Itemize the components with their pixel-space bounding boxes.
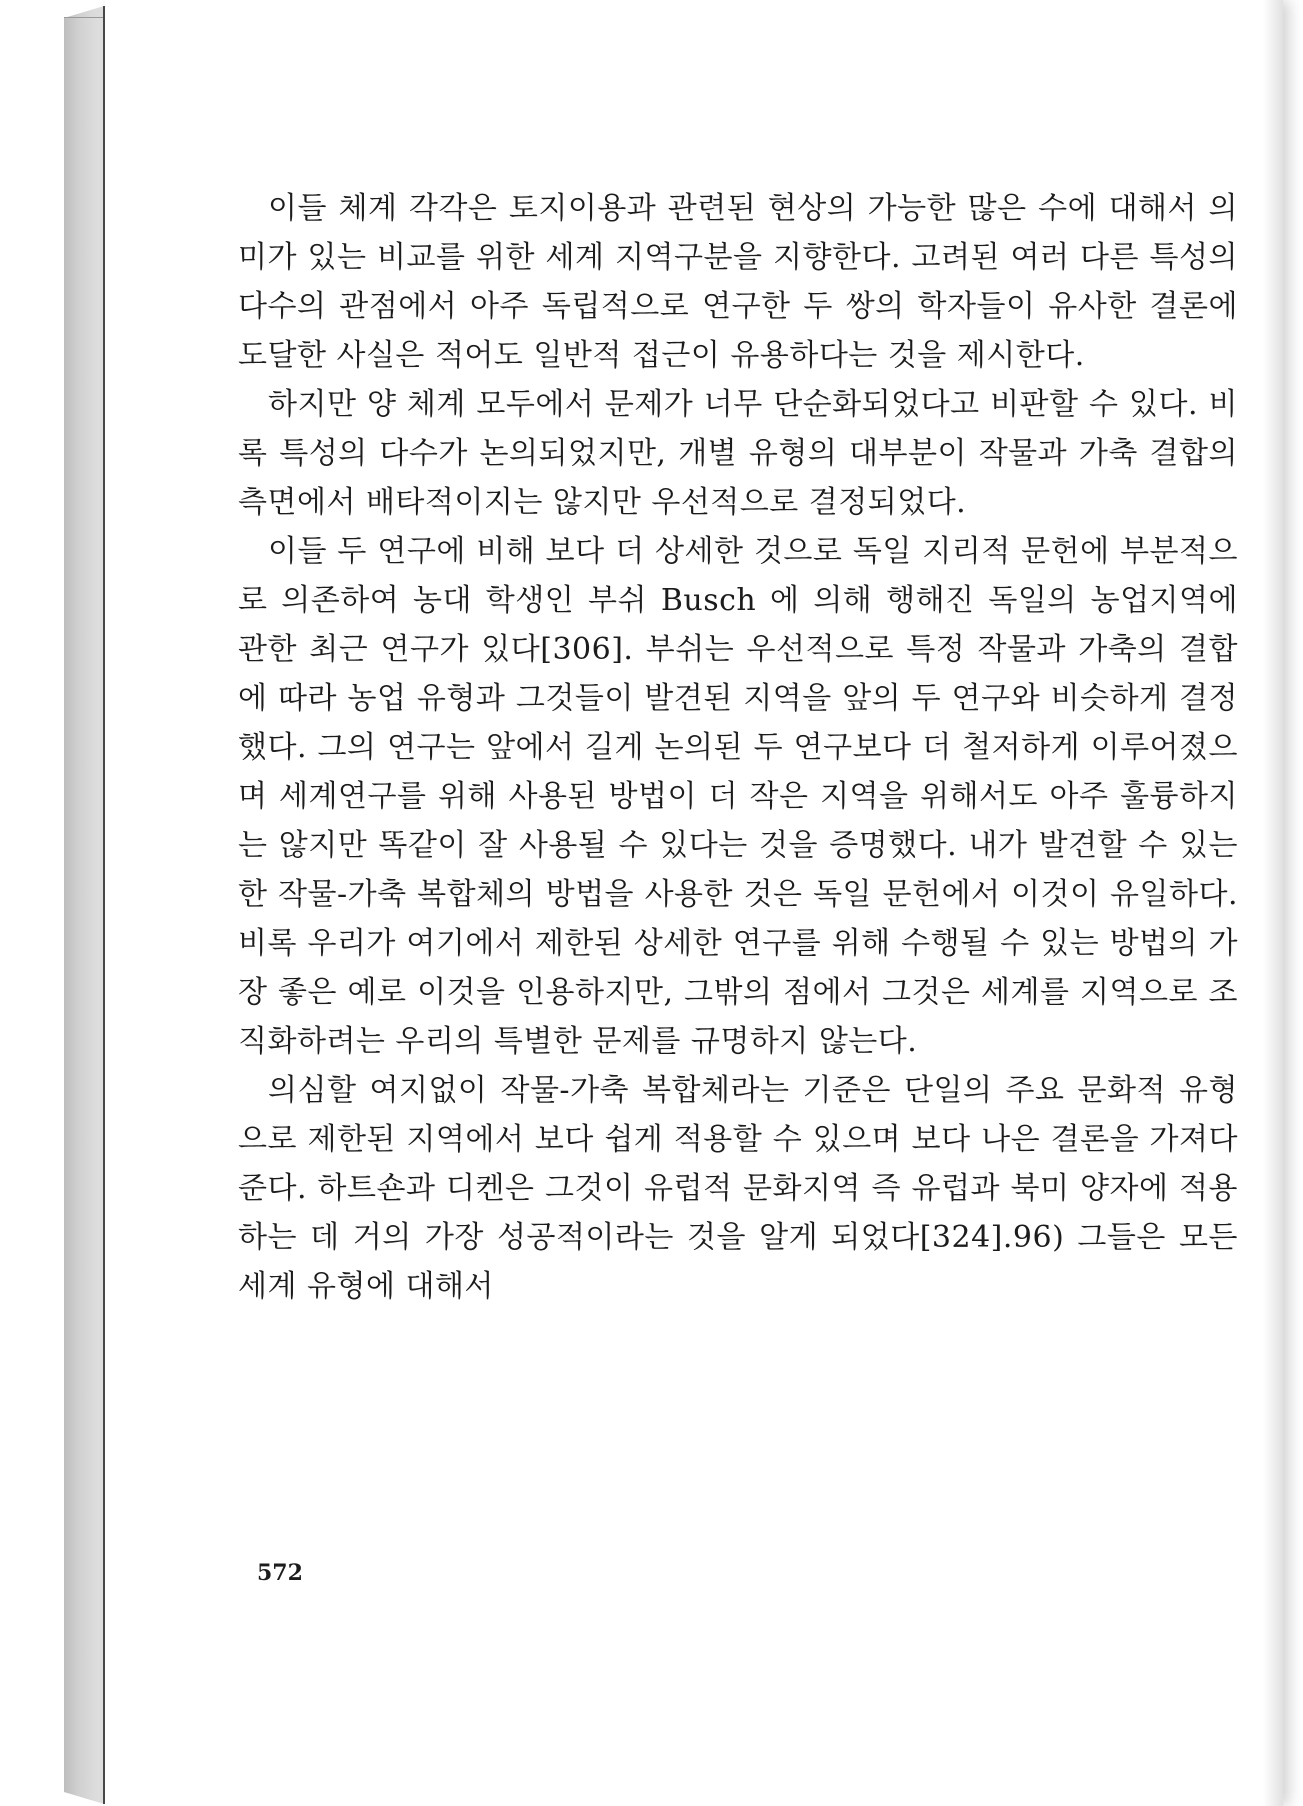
paragraph-2: 하지만 양 체계 모두에서 문제가 너무 단순화되었다고 비판할 수 있다. 비록 특성의 다수가 논의되었지만, 개별 유형의 대부분이 작물과 가축 결합의 측면에서 배타적이지는 않지만 우선적으로 결정되었다. <box>238 387 1238 520</box>
paragraph-3: 이들 두 연구에 비해 보다 더 상세한 것으로 독일 지리적 문헌에 부분적으로 의존하여 농대 학생인 부쉬 Busch 에 의해 행해진 독일의 농업지역에 관한 최근 연구가 있다[306]. 부쉬는 우선적으로 특정 작물과 가축의 결합에 따라 농업 유형과 그것들이 발견된 지역을 앞의 두 연구와 비슷하게 결정했다. 그의 연구는 앞에서 길게 논의된 두 연구보다 더 철저하게 이루어졌으며 세계연구를 위해 사용된 방법이 더 작은 지역을 위해서도 아주 훌륭하지는 않지만 똑같이 잘 사용될 수 있다는 것을 증명했다. 내가 발견할 수 있는 한 작물-가축 복합체의 방법을 사용한 것은 독일 문헌에서 이것이 유일하다. 비록 우리가 여기에서 제한된 상세한 연구를 위해 수행될 수 있는 방법의 가장 좋은 예로 이것을 인용하지만, 그밖의 점에서 그것은 세계를 지역으로 조직화하려는 우리의 특별한 문제를 규명하지 않는다. <box>238 534 1238 1059</box>
book-page <box>105 0 1283 1806</box>
page-right-shadow <box>1263 0 1283 1806</box>
page-number: 572 <box>257 1560 303 1586</box>
paragraph-1: 이들 체계 각각은 토지이용과 관련된 현상의 가능한 많은 수에 대해서 의미가 있는 비교를 위한 세계 지역구분을 지향한다. 고려된 여러 다른 특성의 다수의 관점에서 아주 독립적으로 연구한 두 쌍의 학자들이 유사한 결론에 도달한 사실은 적어도 일반적 접근이 유용하다는 것을 제시한다. <box>238 191 1238 373</box>
book-edge-top-line <box>64 17 104 18</box>
paragraph-4: 의심할 여지없이 작물-가축 복합체라는 기준은 단일의 주요 문화적 유형으로 제한된 지역에서 보다 쉽게 적용할 수 있으며 보다 나은 결론을 가져다준다. 하트숀과 디켄은 그것이 유럽적 문화지역 즉 유럽과 북미 양자에 적용하는 데 거의 가장 성공적이라는 것을 알게 되었다[324].96) 그들은 모든 세계 유형에 대해서 <box>238 1073 1238 1304</box>
body-text <box>238 184 1238 1311</box>
book-spine-edge <box>64 6 104 1804</box>
